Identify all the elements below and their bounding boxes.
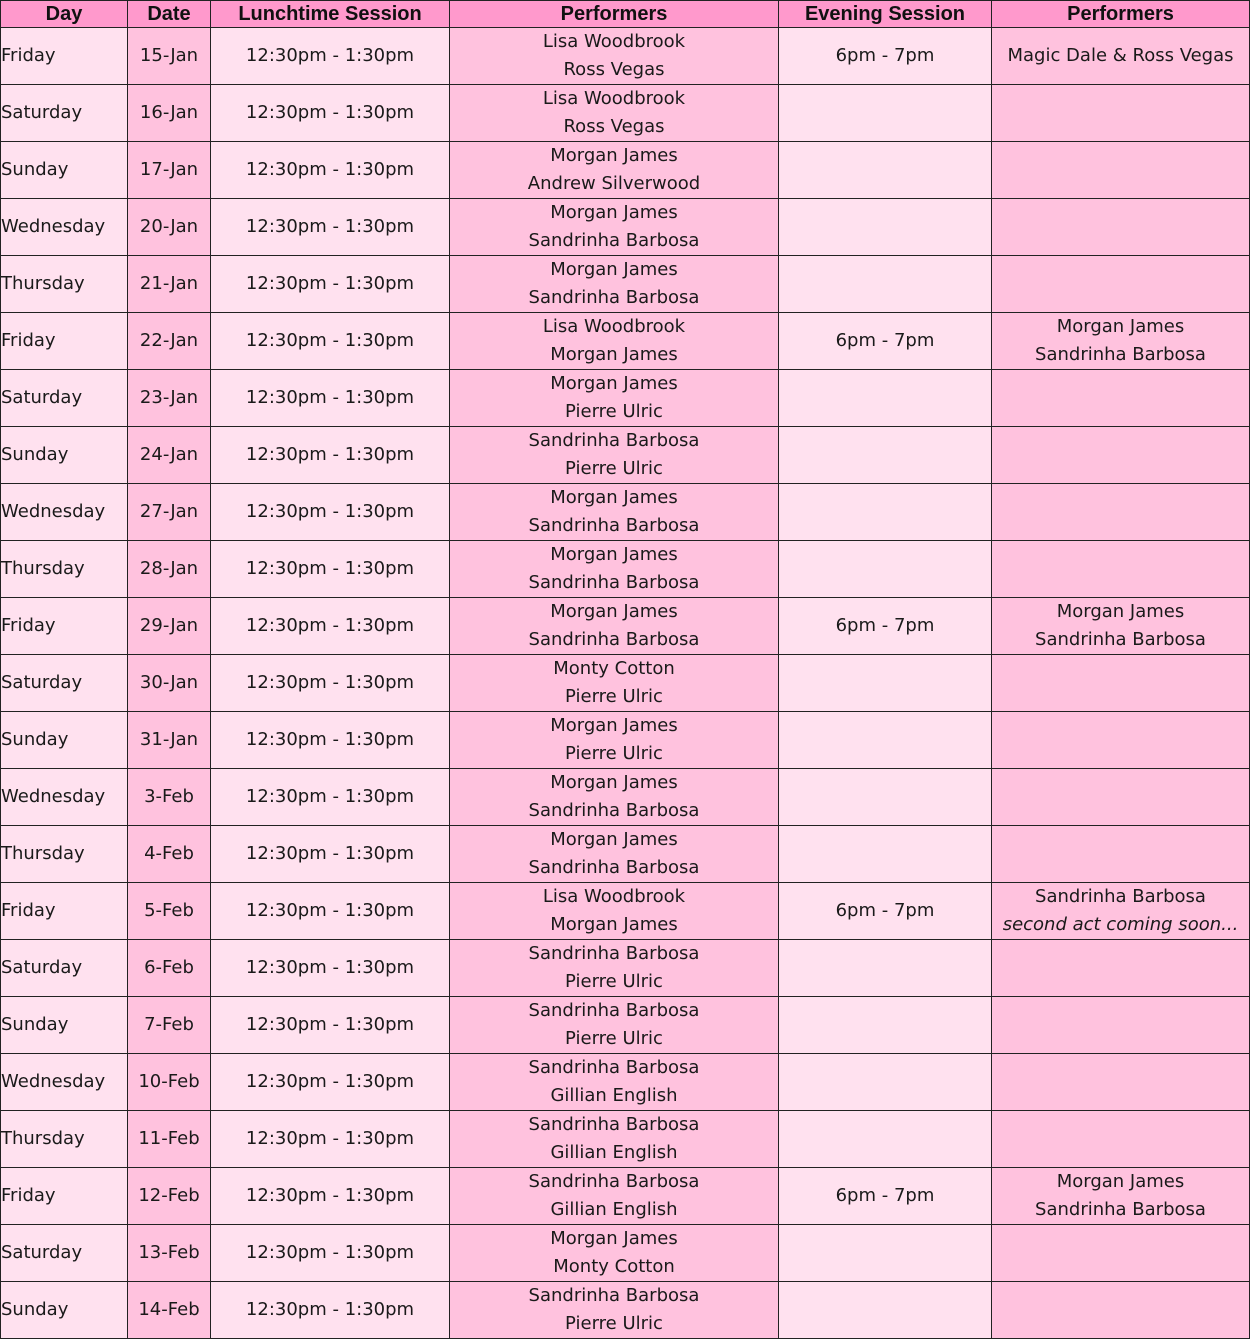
cell-lunchtime-session: 12:30pm - 1:30pm [211, 256, 450, 313]
cell-evening-performers [992, 85, 1250, 142]
header-day: Day [1, 1, 128, 28]
cell-day: Thursday [1, 826, 128, 883]
performer-name: Sandrinha Barbosa [528, 1114, 700, 1135]
header-date: Date [128, 1, 211, 28]
cell-lunch-performers [450, 370, 779, 427]
performer-name: Morgan James [1056, 1171, 1185, 1192]
performer-name: Morgan James [550, 373, 678, 394]
cell-evening-performers [992, 1225, 1250, 1282]
cell-lunchtime-session: 12:30pm - 1:30pm [211, 484, 450, 541]
table-row [1, 1168, 1250, 1225]
table-row [1, 427, 1250, 484]
table-row [1, 712, 1250, 769]
performer-name: Ross Vegas [563, 116, 665, 137]
header-lunchtime-session: Lunchtime Session [211, 1, 450, 28]
performer-name: Andrew Silverwood [527, 173, 701, 194]
performer-name: Sandrinha Barbosa [528, 572, 700, 593]
performer-name: Sandrinha Barbosa [1035, 629, 1206, 650]
cell-evening-session: 6pm - 7pm [779, 313, 992, 370]
cell-lunch-performers [450, 883, 779, 940]
cell-evening-session [779, 1282, 992, 1339]
cell-lunchtime-session: 12:30pm - 1:30pm [211, 28, 450, 85]
cell-day: Friday [1, 1168, 128, 1225]
cell-date: 5-Feb [128, 883, 211, 940]
performer-name: Sandrinha Barbosa [528, 800, 700, 821]
performer-name: Magic Dale & Ross Vegas [1007, 45, 1234, 66]
cell-day: Saturday [1, 85, 128, 142]
performer-name: Morgan James [550, 1228, 678, 1249]
performer-name: Lisa Woodbrook [542, 316, 686, 337]
performer-name: Morgan James [550, 914, 678, 935]
cell-lunchtime-session: 12:30pm - 1:30pm [211, 1054, 450, 1111]
cell-lunch-performers [450, 1168, 779, 1225]
header-evening-performers: Performers [992, 1, 1250, 28]
performer-name: Lisa Woodbrook [542, 88, 686, 109]
cell-evening-session [779, 427, 992, 484]
cell-lunchtime-session: 12:30pm - 1:30pm [211, 598, 450, 655]
performer-name: Sandrinha Barbosa [1035, 344, 1206, 365]
cell-day: Thursday [1, 541, 128, 598]
performer-name: Morgan James [550, 344, 678, 365]
cell-evening-performers [992, 769, 1250, 826]
cell-day: Sunday [1, 142, 128, 199]
performer-name: Morgan James [550, 202, 678, 223]
cell-lunch-performers [450, 826, 779, 883]
cell-date: 21-Jan [128, 256, 211, 313]
performer-name: Pierre Ulric [565, 1028, 663, 1049]
performer-name: Morgan James [550, 715, 678, 736]
cell-date: 22-Jan [128, 313, 211, 370]
performer-name: Gillian English [550, 1199, 678, 1220]
cell-lunch-performers [450, 1225, 779, 1282]
cell-date: 16-Jan [128, 85, 211, 142]
cell-lunchtime-session: 12:30pm - 1:30pm [211, 142, 450, 199]
performer-name: Morgan James [1056, 601, 1185, 622]
cell-evening-session [779, 142, 992, 199]
performer-name: Pierre Ulric [565, 401, 663, 422]
cell-date: 7-Feb [128, 997, 211, 1054]
cell-lunch-performers [450, 142, 779, 199]
performer-name: Lisa Woodbrook [542, 886, 686, 907]
cell-evening-session: 6pm - 7pm [779, 28, 992, 85]
cell-evening-session [779, 940, 992, 997]
cell-evening-performers [992, 370, 1250, 427]
performer-name: Gillian English [550, 1085, 678, 1106]
performer-name: Sandrinha Barbosa [1035, 1199, 1206, 1220]
cell-date: 24-Jan [128, 427, 211, 484]
cell-evening-performers [992, 883, 1250, 940]
cell-evening-session [779, 712, 992, 769]
cell-lunch-performers [450, 28, 779, 85]
cell-evening-performers [992, 484, 1250, 541]
cell-lunchtime-session: 12:30pm - 1:30pm [211, 655, 450, 712]
cell-lunchtime-session: 12:30pm - 1:30pm [211, 85, 450, 142]
cell-evening-session: 6pm - 7pm [779, 1168, 992, 1225]
cell-evening-session [779, 85, 992, 142]
performer-name: Sandrinha Barbosa [528, 1171, 700, 1192]
cell-evening-performers [992, 712, 1250, 769]
schedule-header [1, 1, 1250, 28]
table-row [1, 883, 1250, 940]
performer-name: Pierre Ulric [565, 1313, 663, 1334]
performer-name: Ross Vegas [563, 59, 665, 80]
cell-day: Thursday [1, 256, 128, 313]
table-row [1, 826, 1250, 883]
cell-evening-performers [992, 940, 1250, 997]
cell-evening-performers [992, 1168, 1250, 1225]
table-row [1, 1054, 1250, 1111]
cell-lunch-performers [450, 199, 779, 256]
performer-name: Sandrinha Barbosa [528, 430, 700, 451]
cell-lunchtime-session: 12:30pm - 1:30pm [211, 313, 450, 370]
cell-evening-session [779, 769, 992, 826]
cell-day: Saturday [1, 940, 128, 997]
table-row [1, 1282, 1250, 1339]
cell-day: Wednesday [1, 769, 128, 826]
performer-name: Gillian English [550, 1142, 678, 1163]
cell-day: Friday [1, 883, 128, 940]
cell-lunchtime-session: 12:30pm - 1:30pm [211, 427, 450, 484]
cell-lunchtime-session: 12:30pm - 1:30pm [211, 370, 450, 427]
cell-lunch-performers [450, 598, 779, 655]
cell-evening-performers [992, 1111, 1250, 1168]
cell-evening-session [779, 1111, 992, 1168]
header-row [1, 1, 1250, 28]
cell-evening-session [779, 1054, 992, 1111]
cell-day: Wednesday [1, 1054, 128, 1111]
performer-name: Monty Cotton [553, 658, 675, 679]
table-row [1, 370, 1250, 427]
cell-evening-performers [992, 826, 1250, 883]
cell-lunch-performers [450, 427, 779, 484]
performer-name: Sandrinha Barbosa [528, 857, 700, 878]
cell-date: 20-Jan [128, 199, 211, 256]
cell-evening-performers [992, 427, 1250, 484]
cell-date: 28-Jan [128, 541, 211, 598]
cell-day: Sunday [1, 712, 128, 769]
cell-lunchtime-session: 12:30pm - 1:30pm [211, 541, 450, 598]
cell-lunch-performers [450, 1111, 779, 1168]
cell-evening-performers [992, 1282, 1250, 1339]
performer-name: Sandrinha Barbosa [528, 287, 700, 308]
cell-evening-session: 6pm - 7pm [779, 598, 992, 655]
cell-evening-performers [992, 142, 1250, 199]
performer-name: Monty Cotton [553, 1256, 675, 1277]
cell-lunch-performers [450, 997, 779, 1054]
cell-evening-performers [992, 256, 1250, 313]
cell-day: Sunday [1, 427, 128, 484]
cell-evening-session [779, 655, 992, 712]
cell-evening-performers [992, 28, 1250, 85]
cell-evening-session [779, 199, 992, 256]
table-row [1, 142, 1250, 199]
performer-name: Sandrinha Barbosa [528, 1057, 700, 1078]
cell-lunchtime-session: 12:30pm - 1:30pm [211, 1168, 450, 1225]
cell-lunchtime-session: 12:30pm - 1:30pm [211, 1282, 450, 1339]
cell-date: 3-Feb [128, 769, 211, 826]
table-row [1, 541, 1250, 598]
table-row [1, 997, 1250, 1054]
performer-name: Sandrinha Barbosa [528, 943, 700, 964]
cell-day: Wednesday [1, 484, 128, 541]
cell-day: Saturday [1, 1225, 128, 1282]
cell-date: 6-Feb [128, 940, 211, 997]
cell-evening-session [779, 256, 992, 313]
cell-lunch-performers [450, 484, 779, 541]
cell-lunch-performers [450, 541, 779, 598]
cell-day: Saturday [1, 370, 128, 427]
cell-evening-performers [992, 655, 1250, 712]
cell-lunchtime-session: 12:30pm - 1:30pm [211, 769, 450, 826]
cell-evening-performers [992, 541, 1250, 598]
cell-evening-performers [992, 313, 1250, 370]
cell-date: 14-Feb [128, 1282, 211, 1339]
cell-evening-performers [992, 598, 1250, 655]
performer-name: Morgan James [550, 487, 678, 508]
cell-lunch-performers [450, 712, 779, 769]
cell-date: 30-Jan [128, 655, 211, 712]
performer-name: Sandrinha Barbosa [528, 629, 700, 650]
cell-lunch-performers [450, 1282, 779, 1339]
cell-day: Wednesday [1, 199, 128, 256]
performer-name: second act coming soon... [1002, 914, 1239, 935]
header-evening-session: Evening Session [779, 1, 992, 28]
cell-day: Sunday [1, 1282, 128, 1339]
table-row [1, 1225, 1250, 1282]
table-row [1, 199, 1250, 256]
cell-date: 27-Jan [128, 484, 211, 541]
cell-date: 11-Feb [128, 1111, 211, 1168]
cell-evening-performers [992, 199, 1250, 256]
cell-lunchtime-session: 12:30pm - 1:30pm [211, 712, 450, 769]
cell-day: Friday [1, 28, 128, 85]
cell-date: 23-Jan [128, 370, 211, 427]
performer-name: Lisa Woodbrook [542, 31, 686, 52]
cell-date: 31-Jan [128, 712, 211, 769]
cell-evening-session [779, 484, 992, 541]
table-row [1, 598, 1250, 655]
cell-day: Friday [1, 313, 128, 370]
cell-evening-session [779, 1225, 992, 1282]
performer-name: Pierre Ulric [565, 458, 663, 479]
table-row [1, 85, 1250, 142]
table-row [1, 256, 1250, 313]
cell-lunch-performers [450, 940, 779, 997]
cell-day: Friday [1, 598, 128, 655]
performer-name: Morgan James [550, 544, 678, 565]
cell-evening-performers [992, 997, 1250, 1054]
performer-name: Sandrinha Barbosa [528, 1000, 700, 1021]
table-row [1, 769, 1250, 826]
cell-date: 4-Feb [128, 826, 211, 883]
cell-lunch-performers [450, 85, 779, 142]
performer-name: Morgan James [1056, 316, 1185, 337]
cell-evening-session [779, 541, 992, 598]
table-row [1, 313, 1250, 370]
cell-lunchtime-session: 12:30pm - 1:30pm [211, 1225, 450, 1282]
cell-lunch-performers [450, 1054, 779, 1111]
cell-date: 10-Feb [128, 1054, 211, 1111]
table-row [1, 484, 1250, 541]
performer-name: Pierre Ulric [565, 971, 663, 992]
cell-lunchtime-session: 12:30pm - 1:30pm [211, 997, 450, 1054]
cell-lunchtime-session: 12:30pm - 1:30pm [211, 1111, 450, 1168]
cell-date: 12-Feb [128, 1168, 211, 1225]
performer-name: Morgan James [550, 259, 678, 280]
performer-name: Pierre Ulric [565, 743, 663, 764]
cell-lunch-performers [450, 313, 779, 370]
performer-name: Sandrinha Barbosa [1035, 886, 1206, 907]
cell-day: Saturday [1, 655, 128, 712]
table-row [1, 28, 1250, 85]
performer-name: Morgan James [550, 772, 678, 793]
performer-name: Sandrinha Barbosa [528, 230, 700, 251]
cell-lunchtime-session: 12:30pm - 1:30pm [211, 199, 450, 256]
cell-date: 15-Jan [128, 28, 211, 85]
cell-lunchtime-session: 12:30pm - 1:30pm [211, 940, 450, 997]
performer-name: Sandrinha Barbosa [528, 1285, 700, 1306]
cell-date: 13-Feb [128, 1225, 211, 1282]
table-row [1, 940, 1250, 997]
cell-day: Thursday [1, 1111, 128, 1168]
cell-lunch-performers [450, 655, 779, 712]
schedule-body [1, 28, 1250, 1339]
table-row [1, 1111, 1250, 1168]
performer-name: Morgan James [550, 829, 678, 850]
cell-date: 29-Jan [128, 598, 211, 655]
performer-name: Morgan James [550, 601, 678, 622]
performer-name: Sandrinha Barbosa [528, 515, 700, 536]
cell-evening-session: 6pm - 7pm [779, 883, 992, 940]
cell-lunchtime-session: 12:30pm - 1:30pm [211, 883, 450, 940]
cell-day: Sunday [1, 997, 128, 1054]
cell-date: 17-Jan [128, 142, 211, 199]
cell-lunch-performers [450, 769, 779, 826]
cell-lunch-performers [450, 256, 779, 313]
table-row [1, 655, 1250, 712]
performer-name: Pierre Ulric [565, 686, 663, 707]
cell-evening-performers [992, 1054, 1250, 1111]
cell-evening-session [779, 997, 992, 1054]
cell-lunchtime-session: 12:30pm - 1:30pm [211, 826, 450, 883]
cell-evening-session [779, 826, 992, 883]
cell-evening-session [779, 370, 992, 427]
performer-name: Morgan James [550, 145, 678, 166]
header-lunch-performers: Performers [450, 1, 779, 28]
